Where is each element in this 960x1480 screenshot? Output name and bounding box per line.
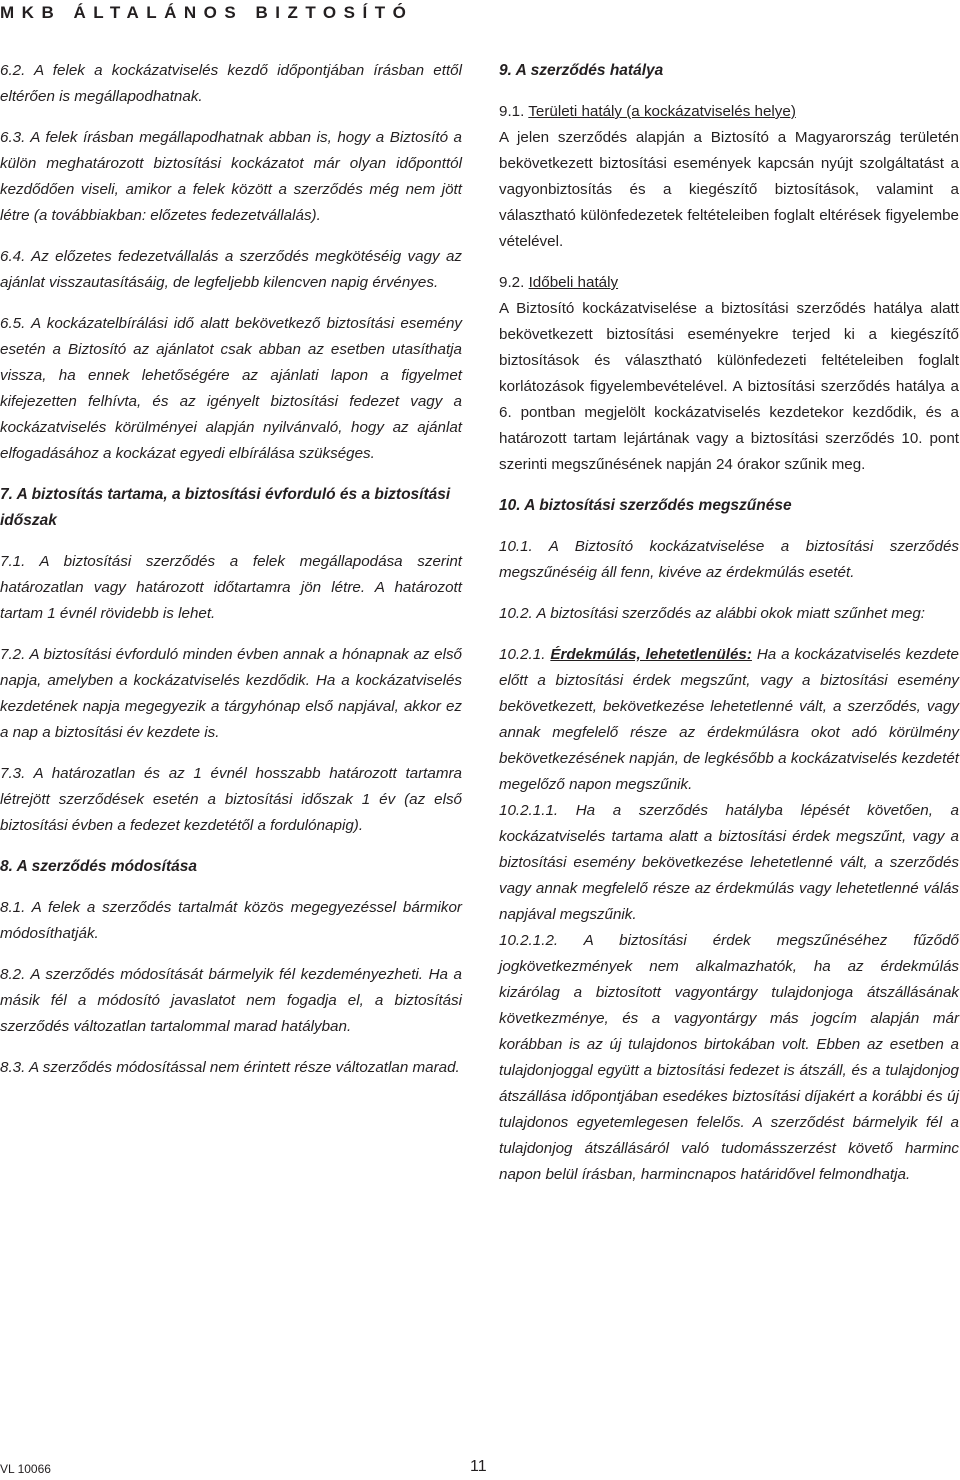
- clause-10-2-1: [499, 642, 959, 798]
- clause-6-2: 6.2. A felek a kockázatviselés kezdő időpontjában írásban ettől eltérően is megállapodhatnak.: [0, 62, 462, 105]
- section-10-heading: 10. A biztosítási szerződés megszűnése: [499, 497, 792, 514]
- clause-9-1-title: Területi hatály (a kockázatviselés helye): [528, 103, 796, 120]
- document-code: VL 10066: [0, 1462, 51, 1476]
- clause-9-1: [499, 99, 959, 255]
- clause-7-1: 7.1. A biztosítási szerződés a felek megállapodása szerint határozatlan vagy határozott időtartamra jön létre. A határozott tartam 1 évnél rövidebb is lehet.: [0, 553, 462, 622]
- clause-10-2-1-text: Ha a kockázatviselés kezdete előtt a biztosítási érdek megszűnt, vagy a biztosítási esemény bekövetkezett, bekövetkezése lehetetlenné vált, a szerződés, vagy annak megfelelő része az érdekmúlásra okot adó körülmény bekövetkezésének napján, de legkésőbb a kockázatviselés kezdetét megelőző napon megszűnik.: [499, 646, 959, 793]
- page-number: 11: [470, 1458, 487, 1475]
- clause-9-1-text: A jelen szerződés alapján a Biztosító a Magyarország területén bekövetkezett biztosítási események kapcsán nyújt szolgáltatást a vagyonbiztosítás és a kiegészítő biztosítások, valamint a választható különfedezetek feltételeiben foglalt eltérések figyelembe vételével.: [499, 129, 959, 250]
- section-7-heading: 7. A biztosítás tartama, a biztosítási évforduló és a biztosítási időszak: [0, 486, 451, 529]
- clause-8-3: 8.3. A szerződés módosítással nem érintett része változatlan marad.: [0, 1059, 460, 1076]
- clause-9-2: [499, 270, 959, 478]
- clause-10-2-1-2: 10.2.1.2. A biztosítási érdek megszűnéséhez fűződő jogkövetkezmények nem alkalmazhatók, ha az érdekmúlás kizárólag a biztosított vagyontárgy tulajdonjoga átszállásának következménye, és a vagyontárgy más jogcím alapján már korábban is az új tulajdonos birtokában volt. Ebben az esetben a tulajdonjoggal együtt a biztosítási fedezet is átszáll, és a tulajdonjog átszállása időpontjában esedékes biztosítási díjakért a korábbi és új tulajdonos egyetemlegesen felelős. A szerződést bármelyik fél a tulajdonjog átszállásáról való tudomásszerzést követő harminc napon belül írásban, harmincnapos határidővel felmondhatja.: [499, 932, 959, 1183]
- clause-9-1-number: 9.1.: [499, 103, 525, 120]
- clause-6-4: 6.4. Az előzetes fedezetvállalás a szerződés megkötéséig vagy az ajánlat visszautasításáig, de legfeljebb kilencven napig érvényes.: [0, 248, 462, 291]
- clause-10-2-1-title: Érdekmúlás, lehetetlenülés:: [550, 646, 752, 663]
- clause-10-2-1-1: 10.2.1.1. Ha a szerződés hatályba lépését követően, a kockázatviselés tartama alatt a biztosítási érdek megszűnt, vagy a biztosítási esemény bekövetkezése lehetetlenné vált, a szerződés vagy annak megfelelő része az érdekmúlás vagy lehetetlenné válás napjával megszűnik.: [499, 802, 959, 923]
- clause-6-3: 6.3. A felek írásban megállapodhatnak abban is, hogy a Biztosító a külön meghatározott biztosítási kockázatot már olyan időponttól kezdődően viseli, amikor a felek között a szerződés még nem jött létre (a továbbiakban: előzetes fedezetvállalás).: [0, 129, 462, 224]
- left-column: [0, 58, 462, 1096]
- clause-10-2-1-number: 10.2.1.: [499, 646, 546, 663]
- clause-7-3: 7.3. A határozatlan és az 1 évnél hosszabb határozott tartamra létrejött szerződések esetén a biztosítási időszak 1 év (az első biztosítási évben a fedezet kezdetétől a fordulónapig).: [0, 765, 462, 834]
- clause-8-1: 8.1. A felek a szerződés tartalmát közös megegyezéssel bármikor módosíthatják.: [0, 899, 462, 942]
- clause-8-2: 8.2. A szerződés módosítását bármelyik fél kezdeményezheti. Ha a másik fél a módosító javaslatot nem fogadja el, a biztosítási szerződés változatlan tartalommal marad hatályban.: [0, 966, 462, 1035]
- clause-9-2-text: A Biztosító kockázatviselése a biztosítási szerződés hatálya alatt bekövetkezett biztosítási eseményekre terjed ki a kiegészítő biztosítások és választható különfedezeti feltételeiben foglalt korlátozások figyelembevételével. A biztosítási szerződés hatálya a 6. pontban megjelölt kockázatviselés kezdetekor kezdődik, és a határozott tartam lejártának vagy a biztosítási szerződés 10. pont szerinti megszűnésének napján 24 órakor szűnik meg.: [499, 300, 959, 473]
- clause-9-2-title: Időbeli hatály: [528, 274, 619, 291]
- clause-10-1: 10.1. A Biztosító kockázatviselése a biztosítási szerződés megszűnéséig áll fenn, kivéve az érdekmúlás esetét.: [499, 538, 959, 581]
- section-9-heading: 9. A szerződés hatálya: [499, 62, 664, 79]
- clause-7-2: 7.2. A biztosítási évforduló minden évben annak a hónapnak az első napja, amelyben a kockázatviselés kezdődik. Ha a kockázatviselés kezdetének napja megegyezik a tárgyhónap első napjával, akkor ez a nap a biztosítási év kezdete is.: [0, 646, 462, 741]
- section-8-heading: 8. A szerződés módosítása: [0, 858, 197, 875]
- clause-10-2: 10.2. A biztosítási szerződés az alábbi okok miatt szűnhet meg:: [499, 605, 926, 622]
- clause-9-2-number: 9.2.: [499, 274, 525, 291]
- clause-6-5: 6.5. A kockázatelbírálási idő alatt bekövetkező biztosítási esemény esetén a Biztosító az ajánlatot csak abban az esetben utasíthatja vissza, ha ennek lehetőségére az ajánlati lapon a figyelmet kifejezetten felhívta, és az igényelt biztosítási fedezet vagy a kockázatviselés körülményei alapján nyilvánvaló, hogy az ajánlat elfogadásához a kockázat egyedi elbírálása szükséges.: [0, 315, 462, 462]
- right-column: [499, 58, 959, 1203]
- document-header: MKB ÁLTALÁNOS BIZTOSÍTÓ: [0, 3, 414, 22]
